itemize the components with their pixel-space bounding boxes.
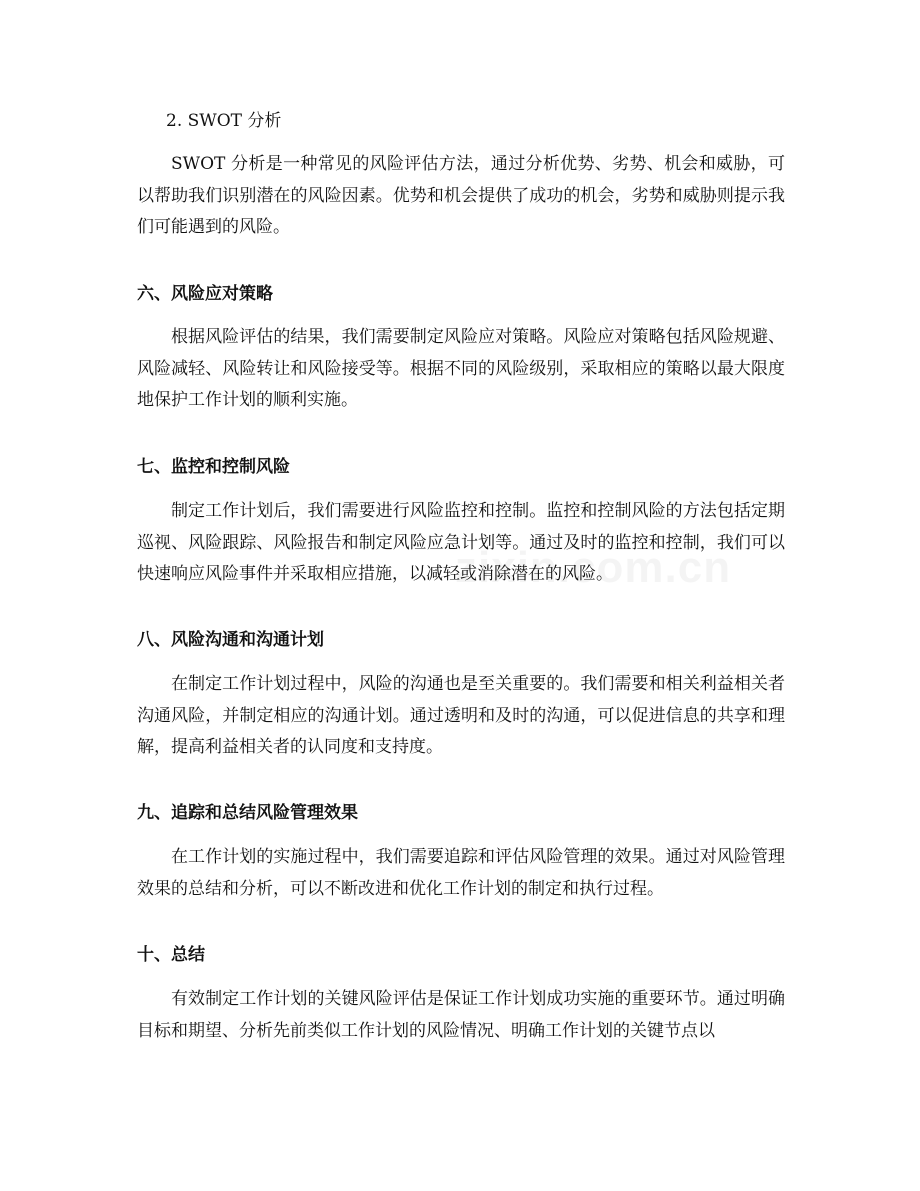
section-heading-risk-response: 六、风险应对策略 [137, 284, 273, 304]
section-paragraph-monitor-control: 制定工作计划后，我们需要进行风险监控和控制。监控和控制风险的方法包括定期巡视、风险跟踪、风险报告和制定风险应急计划等。通过及时的监控和控制，我们可以快速响应风险事件并采取相应措施，以减轻或消除潜在的风险。 [137, 501, 785, 584]
swot-paragraph: SWOT 分析是一种常见的风险评估方法，通过分析优势、劣势、机会和威胁，可以帮助我们识别潜在的风险因素。优势和机会提供了成功的机会，劣势和威胁则提示我们可能遇到的风险。 [137, 154, 785, 237]
section-paragraph-track-summarize: 在工作计划的实施过程中，我们需要追踪和评估风险管理的效果。通过对风险管理效果的总结和分析，可以不断改进和优化工作计划的制定和执行过程。 [137, 847, 785, 899]
swot-heading: 2. SWOT 分析 [166, 111, 282, 131]
section-paragraph-risk-response: 根据风险评估的结果，我们需要制定风险应对策略。风险应对策略包括风险规避、风险减轻、风险转让和风险接受等。根据不同的风险级别，采取相应的策略以最大限度地保护工作计划的顺利实施。 [137, 327, 785, 410]
section-heading-track-summarize: 九、追踪和总结风险管理效果 [137, 803, 358, 823]
section-paragraph-conclusion: 有效制定工作计划的关键风险评估是保证工作计划成功实施的重要环节。通过明确目标和期望、分析先前类似工作计划的风险情况、明确工作计划的关键节点以 [137, 989, 785, 1041]
section-paragraph-risk-communication: 在制定工作计划过程中，风险的沟通也是至关重要的。我们需要和相关利益相关者沟通风险，并制定相应的沟通计划。通过透明和及时的沟通，可以促进信息的共享和理解，提高利益相关者的认同度和支持度。 [137, 674, 785, 757]
section-heading-monitor-control: 七、监控和控制风险 [137, 457, 290, 477]
section-heading-conclusion: 十、总结 [137, 945, 205, 965]
section-heading-risk-communication: 八、风险沟通和沟通计划 [137, 630, 324, 650]
